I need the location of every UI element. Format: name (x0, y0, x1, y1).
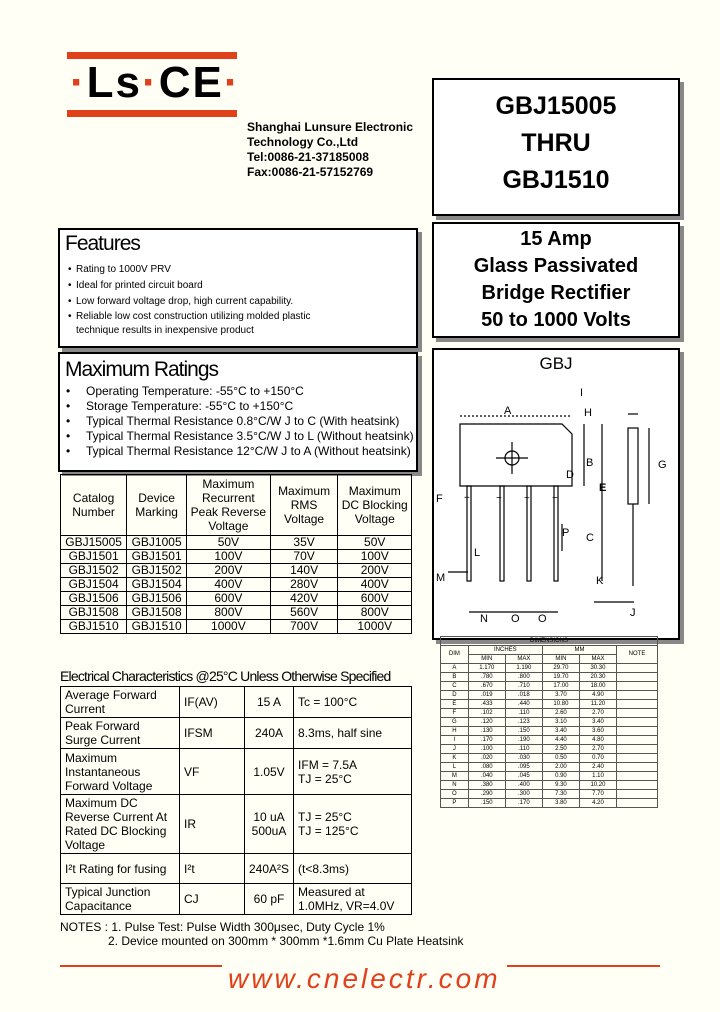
value: 60 pF (245, 884, 294, 915)
cell: GBJ1005 (127, 536, 187, 550)
dims-cell: 7.30 (542, 790, 579, 799)
logo: ·Ls·CE· (70, 58, 241, 107)
table-row (61, 884, 412, 915)
cell: 400V (338, 578, 412, 592)
electrical-title: Electrical Characteristics @25°C Unless Otherwise Specified (60, 668, 391, 684)
dims-cell: F (441, 709, 469, 718)
condition: TJ = 25°C (298, 810, 352, 824)
table-row (441, 763, 658, 772)
dims-cell (617, 754, 658, 763)
table-row (61, 592, 412, 606)
table-row (441, 754, 658, 763)
cell: GBJ1501 (127, 550, 187, 564)
dims-cell: 4.20 (579, 799, 616, 808)
cell: 140V (270, 564, 338, 578)
table-row (441, 736, 658, 745)
table-row (441, 727, 658, 736)
ratings-box (58, 352, 418, 472)
dims-cell: .170 (505, 799, 542, 808)
part-last: GBJ1510 (502, 166, 610, 194)
table-row (61, 578, 412, 592)
dims-cell: .780 (468, 673, 505, 682)
dims-group-inches: INCHES (468, 646, 542, 655)
svg-text:−: − (552, 493, 558, 504)
cell: GBJ1510 (61, 620, 127, 634)
value: 240A (245, 718, 294, 749)
dims-cell: 2.60 (542, 709, 579, 718)
value: 1.05V (245, 749, 294, 795)
feature-item: • Rating to 1000V PRV (66, 262, 416, 278)
dims-cell: 0.90 (542, 772, 579, 781)
dimensions-table (440, 636, 658, 808)
logo-bar-bottom (67, 110, 237, 117)
dims-header-dim: DIM (441, 646, 469, 664)
dims-cell (617, 790, 658, 799)
dims-cell: .120 (468, 718, 505, 727)
cell: 35V (270, 536, 338, 550)
dims-cell (617, 781, 658, 790)
dim-label-g: G (658, 459, 667, 471)
dims-title: DIMENSIONS (441, 637, 658, 646)
dim-label-o2: O (538, 613, 547, 625)
dims-cell: 3.70 (542, 691, 579, 700)
header-peak-reverse: Maximum Recurrent Peak Reverse Voltage (187, 475, 271, 536)
symbol: IFSM (180, 718, 245, 749)
dims-cell: .018 (505, 691, 542, 700)
notes (60, 920, 464, 948)
value: 15 A (245, 687, 294, 718)
dims-header-note: NOTE (617, 646, 658, 664)
dims-cell: M (441, 772, 469, 781)
dims-cell: H (441, 727, 469, 736)
dims-cell (617, 691, 658, 700)
dims-cell: 30.30 (579, 664, 616, 673)
dims-cell: .800 (505, 673, 542, 682)
table-row (441, 790, 658, 799)
table-row (441, 772, 658, 781)
table-row (61, 550, 412, 564)
dims-cell (617, 682, 658, 691)
cell: 400V (187, 578, 271, 592)
package-diagram-box (432, 348, 680, 640)
dims-cell: 29.70 (542, 664, 579, 673)
dims-cell: 4.40 (542, 736, 579, 745)
dims-cell (617, 700, 658, 709)
package-drawing (434, 376, 678, 636)
table-row (441, 781, 658, 790)
cell: 560V (270, 606, 338, 620)
table-row (61, 749, 412, 795)
dims-cell: 11.20 (579, 700, 616, 709)
part-first: GBJ15005 (495, 92, 617, 120)
dims-cell: .150 (505, 727, 542, 736)
dims-cell: .100 (468, 745, 505, 754)
dim-label-l: L (474, 547, 481, 559)
dims-cell (617, 709, 658, 718)
features-title: Features (65, 232, 140, 255)
dims-cell: .433 (468, 700, 505, 709)
desc-volts: 50 to 1000 Volts (481, 309, 631, 331)
cell: GBJ15005 (61, 536, 127, 550)
dims-cell: J (441, 745, 469, 754)
dims-cell: .130 (468, 727, 505, 736)
cell: GBJ1506 (127, 592, 187, 606)
ratings-title: Maximum Ratings (65, 358, 219, 381)
symbol: I²t (180, 854, 245, 884)
dims-cell (617, 763, 658, 772)
dims-cell: .150 (468, 799, 505, 808)
feature-item: • Low forward voltage drop, high current capability. (66, 294, 416, 310)
header-marking: Device Marking (127, 475, 187, 536)
dims-cell: .040 (468, 772, 505, 781)
cell: 70V (270, 550, 338, 564)
dims-cell: .123 (505, 718, 542, 727)
part-number-box (432, 78, 680, 216)
dims-cell: 0.70 (579, 754, 616, 763)
svg-text:~: ~ (496, 493, 502, 504)
catalog-header-row (61, 475, 412, 536)
dim-label-f: F (436, 493, 443, 505)
condition: (t<8.3ms) (294, 854, 412, 884)
cell: 100V (187, 550, 271, 564)
dims-cell: .290 (468, 790, 505, 799)
dims-cell: D (441, 691, 469, 700)
cell: 200V (187, 564, 271, 578)
dims-cell: .030 (505, 754, 542, 763)
value-cell (245, 795, 294, 854)
table-row (61, 564, 412, 578)
condition: Tc = 100°C (294, 687, 412, 718)
dims-cell: 19.70 (542, 673, 579, 682)
dims-cell: 1.190 (505, 664, 542, 673)
dim-label-a: A (504, 405, 512, 417)
condition: 8.3ms, half sine (294, 718, 412, 749)
dims-cell: O (441, 790, 469, 799)
dims-cell: 3.60 (579, 727, 616, 736)
table-row (441, 745, 658, 754)
dims-cell: 7.70 (579, 790, 616, 799)
description-box (432, 222, 680, 338)
condition-2: 1.0MHz, VR=4.0V (298, 899, 395, 913)
dims-cell: G (441, 718, 469, 727)
symbol: IF(AV) (180, 687, 245, 718)
dims-cell (617, 664, 658, 673)
cell: GBJ1501 (61, 550, 127, 564)
dims-cell: 3.10 (542, 718, 579, 727)
dims-cell (617, 727, 658, 736)
param: Average Forward Current (61, 687, 180, 718)
param: Maximum DC Reverse Current At Rated DC Blocking Voltage (61, 795, 180, 854)
dims-cell: .019 (468, 691, 505, 700)
cell: GBJ1508 (127, 606, 187, 620)
rating-item: • Storage Temperature: -55°C to +150°C (60, 399, 416, 414)
dims-cell: .190 (505, 736, 542, 745)
feature-item: • Reliable low cost construction utilizing molded plastic technique results in inexpensive product (66, 310, 326, 338)
dims-cell: 20.30 (579, 673, 616, 682)
company-fax: Fax:0086-21-57152769 (247, 165, 374, 179)
table-row (441, 700, 658, 709)
cell: 200V (338, 564, 412, 578)
dims-header: MIN (468, 655, 505, 664)
table-row (61, 536, 412, 550)
cell: GBJ1504 (127, 578, 187, 592)
rating-item: • Typical Thermal Resistance 12°C/W J to A (Without heatsink) (60, 444, 416, 459)
table-row (441, 673, 658, 682)
dims-cell: .110 (505, 709, 542, 718)
dims-cell: .095 (505, 763, 542, 772)
rating-item: • Operating Temperature: -55°C to +150°C (60, 384, 416, 399)
dims-cell: 0.50 (542, 754, 579, 763)
table-row (61, 606, 412, 620)
header-dc-blocking: Maximum DC Blocking Voltage (338, 475, 412, 536)
dims-cell: .300 (505, 790, 542, 799)
param: Typical Junction Capacitance (61, 884, 180, 915)
dim-label-i: I (580, 387, 584, 399)
cell: 50V (187, 536, 271, 550)
footer-url[interactable]: www.cnelectr.com (222, 963, 507, 995)
condition-cell (294, 884, 412, 915)
dims-cell: K (441, 754, 469, 763)
table-row (61, 718, 412, 749)
dim-label-p: P (562, 527, 570, 539)
desc-glass: Glass Passivated (473, 255, 639, 277)
dims-cell: L (441, 763, 469, 772)
table-row (441, 682, 658, 691)
side-view-body (628, 428, 638, 504)
note-1: NOTES : 1. Pulse Test: Pulse Width 300μsec, Duty Cycle 1% (60, 920, 385, 934)
condition-2: TJ = 125°C (298, 824, 359, 838)
param: Peak Forward Surge Current (61, 718, 180, 749)
note-2: 2. Device mounted on 300mm * 300mm *1.6mm Cu Plate Heatsink (108, 934, 464, 948)
cell: 800V (338, 606, 412, 620)
dims-cell (617, 772, 658, 781)
condition-cell (294, 795, 412, 854)
dim-label-j: J (630, 607, 636, 619)
dims-cell: 2.50 (542, 745, 579, 754)
rating-item: • Typical Thermal Resistance 3.5°C/W J to L (Without heatsink) (60, 429, 416, 444)
table-row (61, 854, 412, 884)
symbol: CJ (180, 884, 245, 915)
table-row (441, 799, 658, 808)
cell: 1000V (187, 620, 271, 634)
dims-cell (617, 799, 658, 808)
electrical-table (60, 686, 412, 915)
dims-group-mm: MM (542, 646, 616, 655)
symbol: VF (180, 749, 245, 795)
value: 10 uA (253, 810, 285, 824)
dims-cell: .710 (505, 682, 542, 691)
company-name-2: Technology Co.,Ltd (247, 135, 359, 149)
dims-header: MIN (542, 655, 579, 664)
dims-cell: 10.80 (542, 700, 579, 709)
dims-cell: .440 (505, 700, 542, 709)
dims-cell: .020 (468, 754, 505, 763)
table-row (61, 795, 412, 854)
header-rms: Maximum RMS Voltage (270, 475, 338, 536)
company-tel: Tel:0086-21-37185008 (247, 150, 369, 164)
cell: 1000V (338, 620, 412, 634)
cell: GBJ1508 (61, 606, 127, 620)
table-row (61, 687, 412, 718)
dims-cell: .080 (468, 763, 505, 772)
dims-cell: I (441, 736, 469, 745)
table-row (61, 620, 412, 634)
dim-label-h: H (584, 407, 592, 419)
dims-cell: 4.90 (579, 691, 616, 700)
dims-cell: 3.40 (542, 727, 579, 736)
dims-cell: N (441, 781, 469, 790)
cell: 800V (187, 606, 271, 620)
cell: 600V (338, 592, 412, 606)
value-2: 500uA (251, 824, 287, 838)
dims-cell: 2.70 (579, 745, 616, 754)
dims-cell: C (441, 682, 469, 691)
dims-cell: .170 (468, 736, 505, 745)
features-box (58, 228, 418, 348)
dim-label-o: O (511, 613, 520, 625)
cell: 50V (338, 536, 412, 550)
dims-cell: 2.40 (579, 763, 616, 772)
dims-cell: 10.20 (579, 781, 616, 790)
param: Maximum Instantaneous Forward Voltage (61, 749, 180, 795)
dims-cell: 2.70 (579, 709, 616, 718)
dims-cell: 9.30 (542, 781, 579, 790)
cell: GBJ1502 (127, 564, 187, 578)
dims-cell: 3.80 (542, 799, 579, 808)
dim-label-k: K (596, 575, 604, 587)
company-info (247, 120, 413, 180)
svg-text:~: ~ (524, 493, 530, 504)
dim-label-n: N (480, 613, 488, 625)
feature-item: • Ideal for printed circuit board (66, 278, 416, 294)
header-catalog: Catalog Number (61, 475, 127, 536)
cell: GBJ1504 (61, 578, 127, 592)
cell: 700V (270, 620, 338, 634)
dims-cell: .102 (468, 709, 505, 718)
dim-label-m: M (436, 572, 446, 584)
dims-cell: 4.80 (579, 736, 616, 745)
cell: GBJ1502 (61, 564, 127, 578)
dims-cell: B (441, 673, 469, 682)
dims-cell: 3.40 (579, 718, 616, 727)
cell: 100V (338, 550, 412, 564)
dims-cell: .380 (468, 781, 505, 790)
table-row (441, 709, 658, 718)
dims-cell: .670 (468, 682, 505, 691)
package-body (460, 424, 572, 486)
desc-bridge: Bridge Rectifier (481, 282, 631, 304)
dims-header: MAX (505, 655, 542, 664)
cell: 600V (187, 592, 271, 606)
package-title: GBJ (539, 354, 573, 373)
dims-cell (617, 736, 658, 745)
dims-cell (617, 745, 658, 754)
dims-cell: .400 (505, 781, 542, 790)
dims-cell: 1.170 (468, 664, 505, 673)
value: 240A²S (245, 854, 294, 884)
symbol: IR (180, 795, 245, 854)
cell: 420V (270, 592, 338, 606)
dims-cell (617, 718, 658, 727)
dims-cell: 18.00 (579, 682, 616, 691)
condition-2: TJ = 25°C (298, 771, 352, 786)
dims-cell: A (441, 664, 469, 673)
cell: GBJ1506 (61, 592, 127, 606)
dims-cell: .110 (505, 745, 542, 754)
dim-label-c: C (586, 532, 594, 544)
svg-text:+: + (464, 493, 470, 504)
cell: 280V (270, 578, 338, 592)
dims-cell: 1.10 (579, 772, 616, 781)
table-row (441, 691, 658, 700)
dims-cell: P (441, 799, 469, 808)
dims-cell: 2.00 (542, 763, 579, 772)
dims-cell: .045 (505, 772, 542, 781)
dim-label-e: E (599, 482, 607, 494)
rating-item: • Typical Thermal Resistance 0.8°C/W J to C (With heatsink) (60, 414, 416, 429)
condition-cell (294, 749, 412, 795)
condition: Measured at (298, 885, 365, 899)
param: I²t Rating for fusing (61, 854, 180, 884)
dim-label-d: D (566, 469, 574, 481)
table-row (441, 718, 658, 727)
desc-amp: 15 Amp (520, 228, 592, 250)
dims-cell: 17.00 (542, 682, 579, 691)
catalog-table (60, 474, 412, 634)
dims-cell (617, 673, 658, 682)
cell: GBJ1510 (127, 620, 187, 634)
company-name: Shanghai Lunsure Electronic (247, 120, 414, 134)
table-row (441, 664, 658, 673)
dim-label-b: B (586, 457, 594, 469)
dims-cell: E (441, 700, 469, 709)
dims-header: MAX (579, 655, 616, 664)
condition: IFM = 7.5A (298, 757, 358, 772)
part-thru: THRU (521, 129, 591, 157)
